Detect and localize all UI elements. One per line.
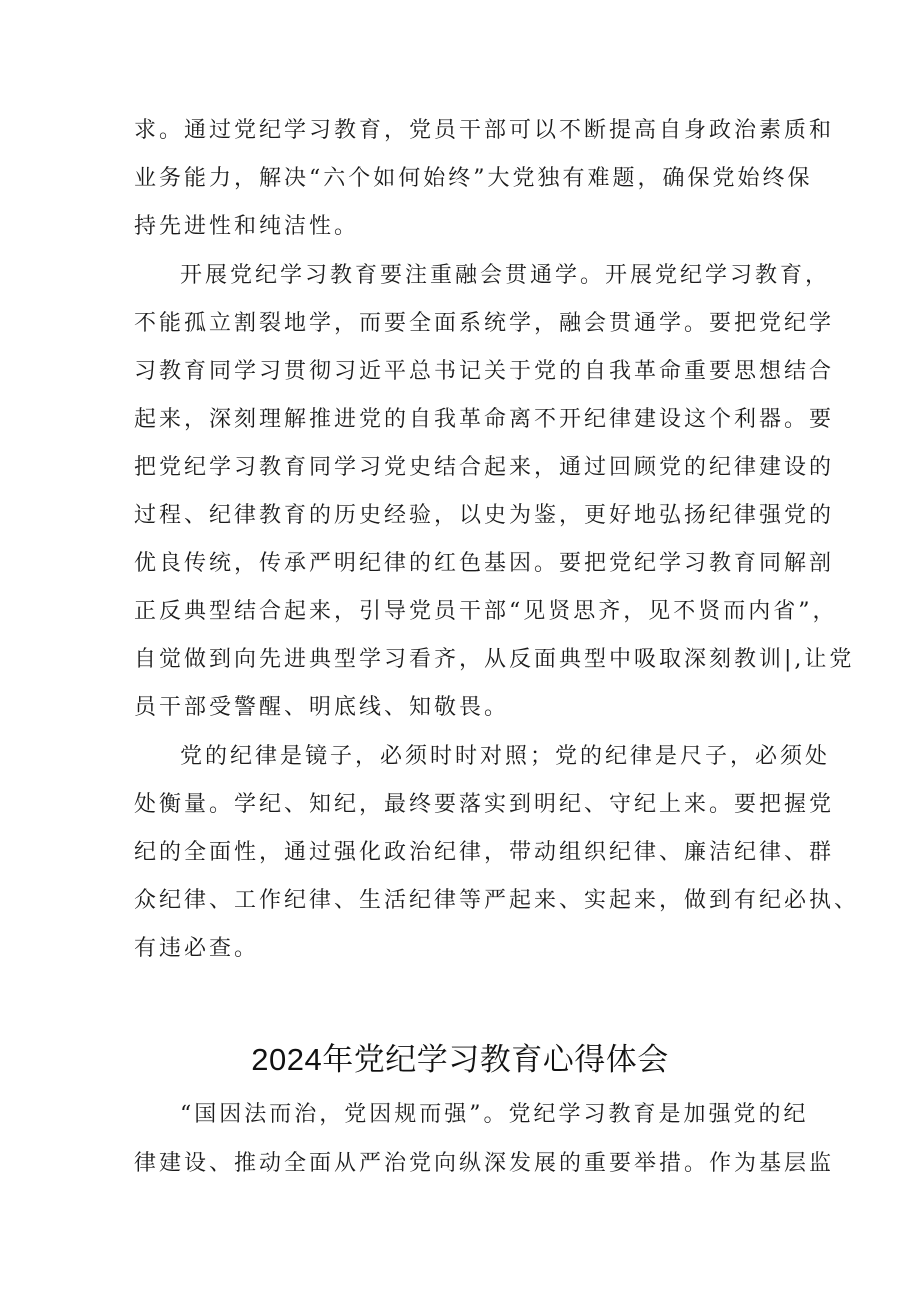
paragraph-3-line-5: 有违必查。 (134, 936, 260, 961)
paragraph-3-line-2: 处衡量。学纪、知纪，最终要落实到明纪、守纪上来。要把握党 (134, 792, 835, 817)
paragraph-2-line-8: 正反典型结合起来，引导党员干部“见贤思齐，见不贤而内省”， (134, 599, 838, 624)
paragraph-2-line-9: 自觉做到向先进典型学习看齐，从反面典型中吸取深刻教训|,让党 (134, 647, 855, 672)
paragraph-2-line-3: 习教育同学习贯彻习近平总书记关于党的自我革命重要思想结合 (134, 359, 835, 384)
paragraph-1-line-2: 业务能力，解决“六个如何始终”大党独有难题，确保党始终保 (134, 166, 813, 191)
paragraph-3-line-3: 纪的全面性，通过强化政治纪律，带动组织纪律、廉洁纪律、群 (134, 840, 835, 865)
paragraph-3-line-1: 党的纪律是镜子，必须时时对照；党的纪律是尺子，必须处 (180, 744, 831, 769)
paragraph-4-line-2: 律建设、推动全面从严治党向纵深发展的重要举措。作为基层监 (134, 1151, 835, 1176)
paragraph-2-line-4: 起来，深刻理解推进党的自我革命离不开纪律建设这个利器。要 (134, 407, 835, 432)
paragraph-2-line-7: 优良传统，传承严明纪律的红色基因。要把党纪学习教育同解剖 (134, 551, 835, 576)
paragraph-2-line-1: 开展党纪学习教育要注重融会贯通学。开展党纪学习教育， (180, 263, 831, 288)
paragraph-2-line-10: 员干部受警醒、明底线、知敬畏。 (134, 695, 510, 720)
paragraph-1-line-1: 求。通过党纪学习教育，党员干部可以不断提高自身政治素质和 (134, 118, 835, 143)
paragraph-1-line-3: 持先进性和纯洁性。 (134, 214, 360, 239)
paragraph-2-line-6: 过程、纪律教育的历史经验，以史为鉴，更好地弘扬纪律强党的 (134, 503, 835, 528)
paragraph-3-line-4: 众纪律、工作纪律、生活纪律等严起来、实起来，做到有纪必执、 (134, 888, 860, 913)
paragraph-2-line-5: 把党纪学习教育同学习党史结合起来，通过回顾党的纪律建设的 (134, 455, 835, 480)
paragraph-4-line-1: “国因法而治，党因规而强”。党纪学习教育是加强党的纪 (180, 1102, 809, 1127)
document-title: 2024年党纪学习教育心得体会 (251, 1042, 669, 1077)
paragraph-2-line-2: 不能孤立割裂地学，而要全面系统学，融会贯通学。要把党纪学 (134, 311, 835, 336)
